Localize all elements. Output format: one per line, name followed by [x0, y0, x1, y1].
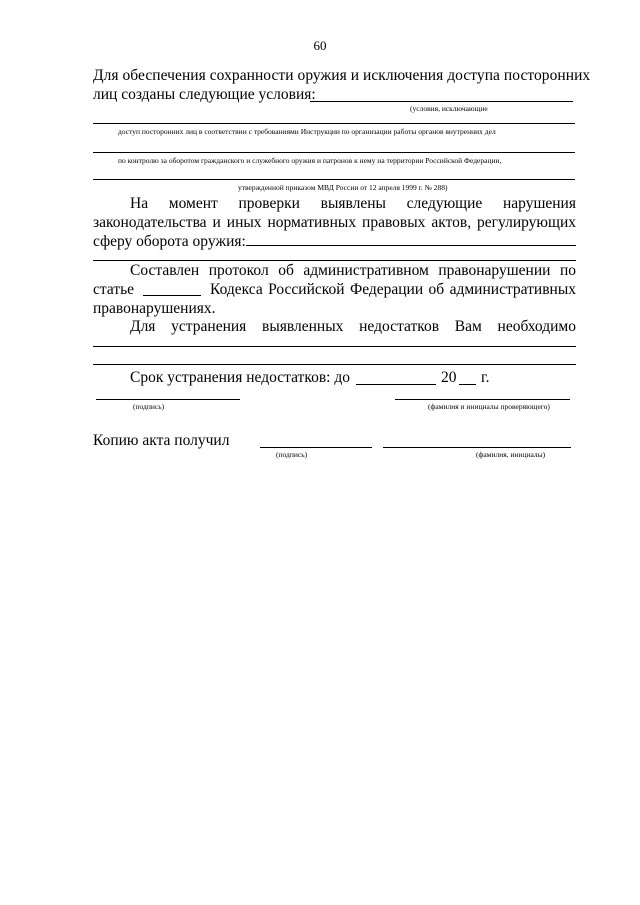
conditions-text-line-1: Для обеспечения сохранности оружия и исключения доступа посторонних — [93, 67, 591, 84]
word: правонарушении — [438, 262, 551, 279]
conditions-fill-line-3 — [93, 152, 575, 153]
inspector-name-line — [395, 399, 570, 400]
word: административном — [303, 262, 429, 279]
receipt-signature-hint: (подпись) — [276, 450, 308, 459]
protocol-line-3: правонарушениях. — [93, 300, 216, 317]
violations-line-3: сферу оборота оружия: — [93, 233, 246, 250]
word: нормативных — [267, 214, 357, 231]
violations-fill-line — [246, 245, 576, 246]
inspector-name-hint: (фамилия и инициалы проверяющего) — [428, 402, 550, 411]
protocol-statia-word: статье — [93, 281, 135, 298]
remediation-fill-line-2 — [93, 364, 576, 365]
conditions-text-line-2: лиц созданы следующие условия: — [93, 86, 316, 103]
word: актов, — [431, 214, 472, 231]
word: выявлены — [320, 195, 386, 212]
word: недостатков — [359, 318, 440, 335]
protocol-line-2-rest: Кодекса Российской Федерации об административных — [210, 281, 576, 298]
conditions-hint-3: по контролю за оборотом гражданского и служебного оружия и патронов к нему на территории Российской Федерации, — [118, 156, 502, 165]
page-number: 60 — [313, 38, 327, 53]
word: Для — [130, 318, 156, 335]
word: протокол — [208, 262, 269, 279]
word: следующие — [406, 195, 483, 212]
deadline-label: Срок устранения недостатков: до — [130, 369, 350, 386]
deadline-year-prefix: 20 — [441, 369, 457, 386]
conditions-hint-4: утвержденной приказом МВД России от 12 апреля 1999 г. № 288) — [238, 183, 448, 192]
remediation-line — [130, 318, 576, 336]
receipt-label: Копию акта получил — [93, 432, 230, 449]
remediation-fill-line-1 — [93, 346, 576, 347]
word: выявленных — [262, 318, 344, 335]
word: На — [130, 195, 149, 212]
receipt-signature-line — [260, 447, 372, 448]
word: иных — [226, 214, 262, 231]
word: об — [278, 262, 294, 279]
inspector-signature-line — [96, 399, 240, 400]
word: Составлен — [130, 262, 200, 279]
conditions-hint-2: доступ посторонних лиц в соответствии с требованиями Инструкции по организации работы органов внутренних дел — [118, 127, 496, 136]
word: по — [559, 262, 576, 279]
word: правовых — [362, 214, 426, 231]
violations-line-2 — [93, 214, 576, 232]
violations-fill-line-2 — [93, 260, 576, 261]
word: момент — [168, 195, 218, 212]
word: Вам — [454, 318, 482, 335]
receipt-name-hint: (фамилия, инициалы) — [476, 450, 546, 459]
conditions-fill-line — [310, 101, 573, 102]
protocol-line-1 — [130, 262, 576, 280]
word: регулирующих — [477, 214, 576, 231]
receipt-name-line — [383, 447, 571, 448]
inspector-signature-hint: (подпись) — [133, 402, 165, 411]
conditions-hint-1: (условия, исключающие — [410, 104, 488, 113]
word: нарушения — [502, 195, 576, 212]
conditions-fill-line-4 — [93, 179, 575, 180]
deadline-date-line — [356, 384, 436, 385]
word: устранения — [171, 318, 247, 335]
deadline-year-suffix: г. — [481, 369, 490, 386]
word: законодательства — [93, 214, 207, 231]
word: проверки — [238, 195, 300, 212]
deadline-year-line — [459, 384, 476, 385]
conditions-fill-line-2 — [93, 123, 575, 124]
article-fill-line — [143, 295, 201, 296]
violations-line-1 — [130, 195, 576, 213]
word: необходимо — [497, 318, 576, 335]
word: и — [212, 214, 221, 231]
